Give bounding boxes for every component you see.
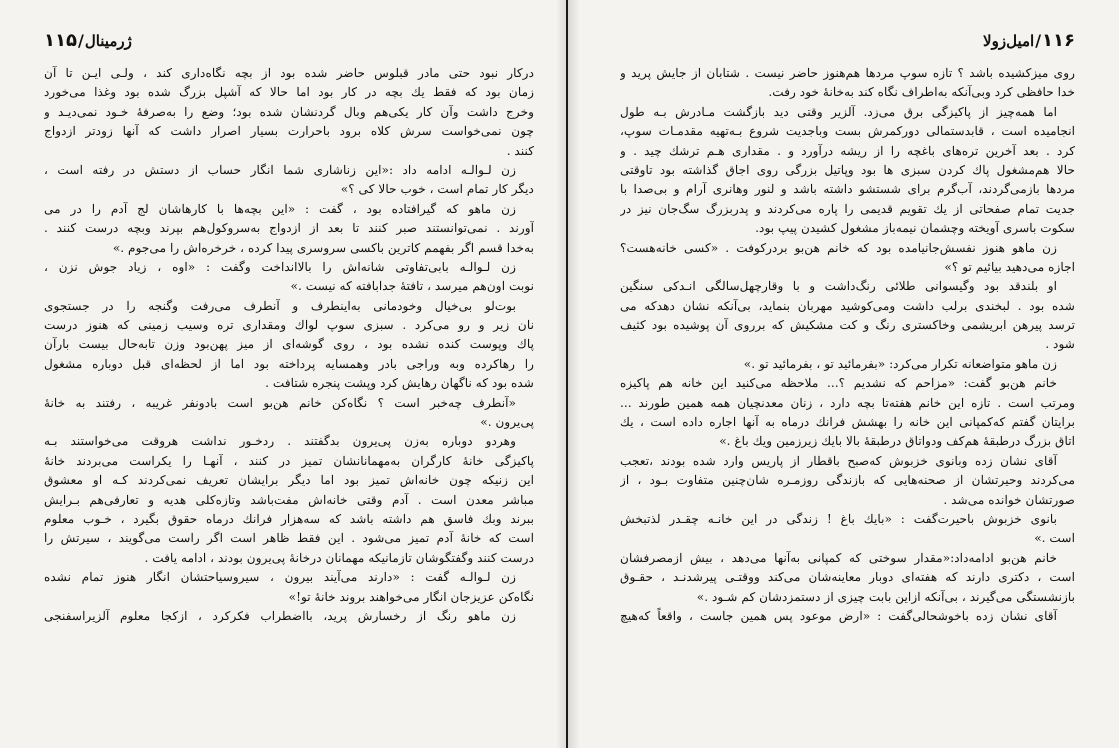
left-page [44, 0, 534, 748]
text-line: آورند . نمی‌توانستند صبر کنند تا بعد از ازدواج به‌سروکول‌هم بپرند وبچه درست کنند . [44, 221, 534, 236]
text-line: زن لـوالـه گفت : «دارند می‌آیند بیرون ، سیروسیاحتشان انگار هنوز تمام نشده [44, 570, 516, 585]
text-line: بانوی خزبوش باحیرت‌گفت : «بایك باغ ! زندگی در این خانـه چقـدر لذتبخش [620, 511, 1057, 526]
text-line: زن ماهو رنگ از رخسارش پرید، بااضطراب فکرکرد ، ازکجا معلوم آلزیراسفنجی [44, 608, 516, 623]
text-line: چون نمی‌خواست سرش کلاه برود باحرارت بسیار اصرار داشت که آنها زودتر ازدواج [44, 124, 534, 139]
text-line: مردها بازمی‌گردند، آب‌گرم برای شستشو داشته باشد و لنور وهانری آرام و بی‌صدا با [620, 182, 1075, 197]
text-line: زن لـوالـه بابی‌تفاوتی شانه‌اش را بالاانداخت وگفت : «اوه ، زیاد جوش نزن ، [44, 259, 516, 274]
text-line: انجامیده است ، قابدستمالی دورکمرش بست وباجدیت شروع بـه‌تهیه مقدمـات سوپ، [620, 124, 1075, 139]
text-line: می‌کردند وحیرتشان از صحنه‌هایی که بازندگی روزمـره شان‌چنین متفاوت بـود ، از [620, 473, 1075, 488]
page-number: ۱۱۵ [44, 30, 77, 51]
gutter-shadow [556, 0, 580, 748]
running-title: امیل‌زولا [983, 32, 1035, 50]
text-line: بازنشستگی می‌گیرند ، بی‌آنکه ازاین بابت چیزی از دستمزدشان کم شـود .» [696, 589, 1075, 604]
text-line: ومرتب است . تازه این خانم هفته‌تا بچه دارد ، زنان معدنچیان همه همین طورند ... [620, 395, 1075, 410]
text-line: خانم هن‌بو گفت: «مزاحم که نشدیم ؟... ملاحظه می‌کنید این خانه هم پاکیزه [620, 376, 1057, 391]
text-line: درکار نبود حتی مادر قبلوس حاضر شده بود از بچه نگاه‌داری کند ، ولـی ایـن تا آن [44, 66, 534, 80]
text-line: زن ماهو متواضعانه تکرار می‌کرد: «بفرمائید تو ، بفرمائید تو .» [743, 356, 1057, 371]
left-page-header [44, 30, 534, 54]
text-line: است ، دکتری دارند که هفته‌ای دوبار معاینه‌شان می‌کند ووقتـی پیرشدنـد ، حقـوق [620, 570, 1075, 585]
text-line: بوت‌لو بی‌خیال وخودمانی به‌اینطرف و آنطرف می‌رفت وگنجه را در جستجوی [44, 298, 516, 313]
text-line: وهردو دوباره به‌زن پی‌یرون بدگفتند . ردخـور نداشت هروقت می‌خواستند بـه [44, 434, 516, 449]
text-line: شده بود که ناگهان رهایش کرد وپشت پنجره شتافت . [265, 376, 534, 391]
text-line: این زنیکه چون خانه‌اش تمیز بود اما دیگر برایشان تعریف نمی‌کردند کـه او معشوق [44, 473, 534, 488]
right-page-header [620, 30, 1075, 54]
text-line: صورتشان خوانده می‌شد . [943, 492, 1075, 507]
text-line: پاك وپوست کنده نشده بود ، روی گوشه‌ای از میز پهن‌بود وزن تابه‌حال بیست بارآن [44, 337, 534, 352]
header-separator: / [1035, 31, 1042, 50]
running-title: ژرمینال [84, 32, 132, 50]
text-line: زن ماهو که گیرافتاده بود ، گفت : «این بچه‌ها با کارهاشان لج آدم را در می‌ [44, 201, 516, 216]
text-line: اما همه‌چیز از پاکیزگی برق می‌زد. آلزیر وقتی دید بازگشت مـادرش بـه طول [620, 104, 1057, 119]
text-line: پی‌یرون .» [480, 415, 534, 430]
text-line: زن ماهو هنوز نفسش‌جانیامده بود که خانم هن‌بو بردرکوفت . «کسی خانه‌هست؟ [620, 240, 1057, 255]
text-line: نوبت اون‌هم میرسد ، تافتهٔ جدابافته که نیست .» [290, 279, 534, 294]
text-line: وخرج داشت وآن کار یکی‌هم وبال گردنشان شده بود؛ وضع را به‌صرفهٔ خـود نمی‌دیـد و [44, 104, 534, 119]
text-line: کنند . [506, 143, 534, 158]
text-line: خدا حافظی کرد وبی‌آنکه به‌اطراف نگاه کند به‌خانهٔ خود رفت. [768, 85, 1075, 100]
text-line: حالا هم‌مشغول پاك کردن سبزی ها بود وپاتیل بزرگی روی اجاق گذاشته بود تاوقتی [620, 162, 1075, 177]
text-line: ببرند وبك فاسق هم داشته باشد که سه‌هزار فرانك درماه حقوق بگیرد ، خـوب معلوم [44, 511, 534, 526]
book-gutter [566, 0, 568, 748]
text-line: آقای نشان زده وبانوی خزبوش که‌صبح باقطار از پاریس وارد شده بودند ،تعجب [620, 453, 1057, 468]
text-line: شده بود . لبخندی برلب داشت ومی‌کوشید مهربان بنماید، بی‌آنکه نشان دهدکه می‌ [620, 298, 1075, 313]
text-line: ترسد پیرهن ابریشمی وخاکستری رنگ و کت مشکیش که برروی آن پوشیده بود کثیف [620, 318, 1075, 333]
text-line: خانم هن‌بو ادامه‌داد:«مقدار سوختی که کمپانی به‌آنها می‌دهد ، بیش ازمصرفشان [620, 550, 1057, 565]
text-line: دیگر کار تمام است ، خوب حالا کی ؟» [340, 182, 534, 197]
text-line: به‌خدا قسم اگر بفهمم کاترین باکسی سروسری پیدا کرده ، خرخره‌اش را می‌جوم .» [112, 240, 534, 255]
text-line: اتاق بزرگ درطبقهٔ هم‌کف ودواتاق درطبقهٔ بالا بایك زیرزمین ویك باغ .» [719, 434, 1075, 449]
text-line: نگاه‌کن عزیزجان انگار می‌خواهند بروند خانهٔ تو!» [288, 589, 534, 604]
text-line: جدیت تمام صفحاتی از یك تقویم قدیمی را پاره می‌کردند و پدربزرگ سگ‌جان نیز در [620, 201, 1075, 216]
left-page-text [44, 64, 534, 626]
text-line: او بلندقد بود وگیسوانی طلائی رنگ‌داشت و با وقارچهل‌سالگی انـدکی سنگین [620, 279, 1057, 294]
text-line: کرد . بعد آخرین تره‌های باغچه را از ریشه درآورد و . مقداری هـم ترشك چید . و [620, 143, 1075, 158]
text-line: نان زیر و رو می‌کرد . سبزی سوپ لواك ومقداری تره وسیب زمینی که هنوز درست [44, 318, 534, 333]
text-line: روی میزکشیده باشد ؟ تازه سوپ مردها هم‌هنوز حاضر نیست . شتابان از جایش پرید و [620, 66, 1075, 80]
text-line: «آنطرف چه‌خبر است ؟ نگاه‌کن خانم هن‌بو است بادونفر غریبه ، رفتند به خانهٔ [44, 395, 516, 410]
right-page [620, 0, 1075, 748]
text-line: زن لـوالـه ادامه داد :«این زناشاری شما انگار حساب از دستش در رفته است ، [44, 162, 516, 177]
right-page-text [620, 64, 1075, 626]
text-line: سکوت باسری آویخته وچشمان نیمه‌باز مشغول کشیدن پیپ بود. [755, 221, 1075, 236]
text-line: آقای نشان زده باخوشحالی‌گفت : «ارض موعود پس همین جاست ، واقعاً که‌هیچ [620, 608, 1057, 623]
text-line: اجازه می‌دهید بیائیم تو ؟» [944, 259, 1075, 274]
text-line: درست کنند وگفتگوشان تازمانیکه مهمانان درخانهٔ پی‌یرون بودند ، ادامه یافت . [144, 550, 534, 565]
text-line: شود . [1045, 337, 1075, 352]
text-line: زمان بود که فقط یك بچه در کار بود اما حالا که آشپل بزرگ شده بود وغذا می‌خورد [44, 85, 534, 100]
text-line: است که خانهٔ آدم تمیز می‌شود . این فقط ظاهر است اگر راست می‌گویند ، سیرتش را [44, 531, 534, 546]
header-separator: / [77, 31, 84, 50]
page-number: ۱۱۶ [1042, 30, 1075, 51]
text-line: را رهاکرده وبه وراجی بادر وهمسایه پرداخته بود اما از لحظه‌ای قبل دوباره مشغول [44, 356, 534, 371]
text-line: برایتان گفتم که‌کمپانی این خانه را بهشش فرانك درماه به آنها اجاره داده است ، یك [620, 415, 1075, 430]
text-line: است .» [1034, 531, 1075, 546]
text-line: پاکیزگی خانهٔ کارگران به‌مهمانانشان تمیز در کنند ، آنهـا را یکراست می‌بردند خانهٔ [44, 453, 534, 468]
text-line: مباشر معدن است . آدم وقتی خانه‌اش مفت‌باشد وتازه‌کلی هدیه و تعارفی‌هم بـرایش [44, 492, 534, 507]
